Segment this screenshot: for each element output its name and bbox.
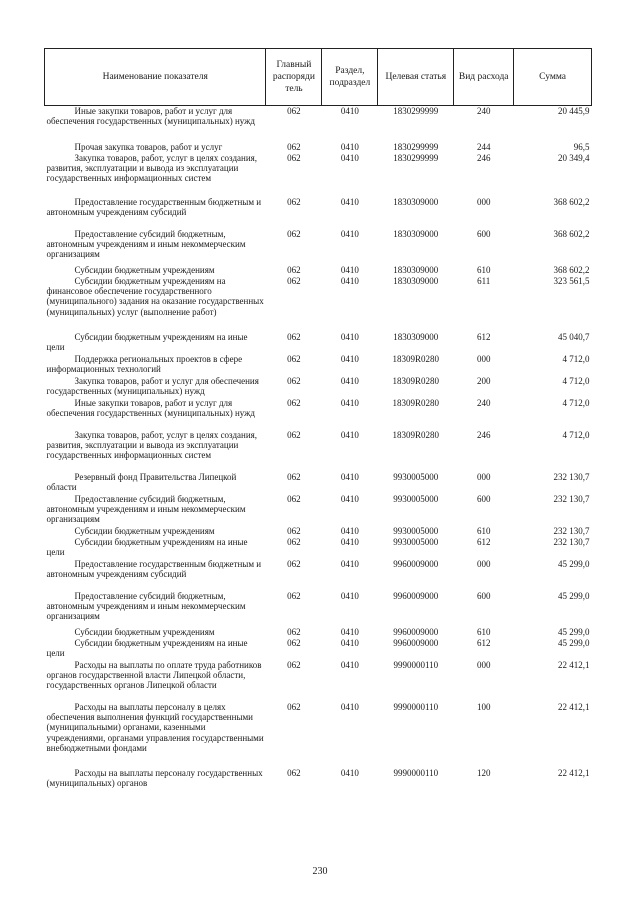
cell-razd: 0410 xyxy=(340,275,359,286)
cell-name: Субсидии бюджетным учреждениям на иные цели xyxy=(46,331,248,352)
table-row xyxy=(45,229,592,265)
cell-sum: 22 412,1 xyxy=(558,659,590,670)
cell-cel: 18309R0280 xyxy=(392,429,440,440)
cell-vid: 240 xyxy=(476,106,491,116)
table-row xyxy=(45,265,592,276)
cell-razd: 0410 xyxy=(340,141,359,152)
table-row xyxy=(45,430,592,472)
cell-name: Субсидии бюджетным учреждениям xyxy=(74,264,215,275)
cell-sum: 232 130,7 xyxy=(553,471,590,482)
cell-vid: 612 xyxy=(476,536,491,547)
cell-razd: 0410 xyxy=(340,626,359,637)
cell-vid: 000 xyxy=(476,659,491,670)
cell-gl: 062 xyxy=(287,493,301,504)
cell-razd: 0410 xyxy=(340,767,359,778)
cell-cel: 1830299999 xyxy=(393,106,439,116)
cell-razd: 0410 xyxy=(340,228,359,239)
cell-razd: 0410 xyxy=(340,536,359,547)
cell-razd: 0410 xyxy=(340,264,359,275)
cell-sum: 45 040,7 xyxy=(558,331,590,342)
cell-name: Субсидии бюджетным учреждениям на иные цели xyxy=(46,536,248,557)
cell-cel: 9930005000 xyxy=(393,471,439,482)
cell-sum: 232 130,7 xyxy=(553,493,590,504)
cell-vid: 612 xyxy=(476,331,491,342)
cell-vid: 600 xyxy=(476,228,491,239)
cell-name: Поддержка региональных проектов в сфере информационных технологий xyxy=(46,353,243,374)
cell-razd: 0410 xyxy=(340,659,359,670)
cell-sum: 368 602,2 xyxy=(553,264,590,275)
cell-sum: 368 602,2 xyxy=(553,228,590,239)
cell-cel: 18309R0280 xyxy=(392,353,440,364)
cell-name: Закупка товаров, работ, услуг в целях создания, развития, эксплуатации и вывода из эксплуатации государственных информационных систем xyxy=(46,152,258,184)
table-row xyxy=(45,526,592,537)
cell-gl: 062 xyxy=(287,275,301,286)
cell-sum: 45 299,0 xyxy=(558,590,590,601)
cell-name: Субсидии бюджетным учреждениям xyxy=(74,525,215,536)
table-row xyxy=(45,537,592,559)
cell-name: Субсидии бюджетным учреждениям на иные цели xyxy=(46,637,248,658)
cell-cel: 1830299999 xyxy=(393,141,439,152)
cell-cel: 1830309000 xyxy=(393,228,439,239)
table-header xyxy=(45,49,592,106)
cell-gl: 062 xyxy=(287,637,301,648)
cell-gl: 062 xyxy=(287,525,301,536)
cell-sum: 4 712,0 xyxy=(562,429,590,440)
cell-vid: 246 xyxy=(476,152,491,163)
cell-gl: 062 xyxy=(287,375,301,386)
cell-name: Предоставление субсидий бюджетным, автономным учреждениям и иным некоммерческим организациям xyxy=(46,590,246,622)
cell-razd: 0410 xyxy=(340,152,359,163)
cell-vid: 600 xyxy=(476,493,491,504)
cell-sum: 22 412,1 xyxy=(558,701,590,712)
table-row xyxy=(45,638,592,660)
cell-gl: 062 xyxy=(287,701,301,712)
cell-sum: 45 299,0 xyxy=(558,637,590,648)
cell-razd: 0410 xyxy=(340,701,359,712)
cell-razd: 0410 xyxy=(340,196,359,207)
cell-razd: 0410 xyxy=(340,375,359,386)
cell-vid: 600 xyxy=(476,590,491,601)
cell-gl: 062 xyxy=(287,264,301,275)
cell-name: Субсидии бюджетным учреждениям на финансовое обеспечение государственного (муниципального) задания на оказание государственных (муниципальных) услуг (выполнение работ) xyxy=(46,275,264,317)
cell-razd: 0410 xyxy=(340,493,359,504)
cell-name: Предоставление государственным бюджетным и автономным учреждениям субсидий xyxy=(46,558,262,579)
table-row xyxy=(45,398,592,430)
cell-sum: 4 712,0 xyxy=(562,375,590,386)
cell-vid: 000 xyxy=(476,471,491,482)
cell-vid: 000 xyxy=(476,558,491,569)
table-row xyxy=(45,768,592,790)
cell-gl: 062 xyxy=(287,141,301,152)
budget-table xyxy=(44,48,592,790)
cell-vid: 120 xyxy=(476,767,491,778)
cell-cel: 9960009000 xyxy=(393,626,439,637)
cell-razd: 0410 xyxy=(340,331,359,342)
cell-vid: 610 xyxy=(476,626,491,637)
cell-vid: 100 xyxy=(476,701,491,712)
cell-cel: 1830309000 xyxy=(393,331,439,342)
cell-razd: 0410 xyxy=(340,637,359,648)
cell-gl: 062 xyxy=(287,228,301,239)
table-row xyxy=(45,494,592,526)
cell-razd: 0410 xyxy=(340,590,359,601)
cell-vid: 000 xyxy=(476,196,491,207)
cell-cel: 1830309000 xyxy=(393,196,439,207)
cell-cel: 9990000110 xyxy=(393,701,439,712)
table-row xyxy=(45,472,592,494)
table-row xyxy=(45,142,592,153)
cell-razd: 0410 xyxy=(340,397,359,408)
header-celevaya: Целевая статья xyxy=(378,49,454,106)
header-razdel: Раздел, подраздел xyxy=(322,49,378,106)
cell-cel: 9960009000 xyxy=(393,637,439,648)
page-number: 230 xyxy=(312,866,328,877)
table-row xyxy=(45,153,592,197)
cell-gl: 062 xyxy=(287,397,301,408)
cell-name: Предоставление субсидий бюджетным, автономным учреждениям и иным некоммерческим организациям xyxy=(46,228,246,260)
cell-name: Предоставление государственным бюджетным и автономным учреждениям субсидий xyxy=(46,196,262,217)
cell-name: Иные закупки товаров, работ и услуг для обеспечения государственных (муниципальных) нужд xyxy=(46,397,255,418)
table-row xyxy=(45,660,592,702)
cell-vid: 240 xyxy=(476,397,491,408)
cell-name: Закупка товаров, работ и услуг для обеспечения государственных (муниципальных) нужд xyxy=(46,375,259,396)
cell-cel: 9990000110 xyxy=(393,659,439,670)
cell-name: Расходы на выплаты персоналу государственных (муниципальных) органов xyxy=(46,767,263,788)
cell-cel: 9960009000 xyxy=(393,558,439,569)
table-body xyxy=(45,106,592,790)
cell-sum: 20 445,9 xyxy=(558,106,590,116)
cell-sum: 4 712,0 xyxy=(562,353,590,364)
cell-cel: 9930005000 xyxy=(393,493,439,504)
cell-cel: 1830309000 xyxy=(393,264,439,275)
table-row xyxy=(45,702,592,768)
cell-sum: 323 561,5 xyxy=(553,275,590,286)
cell-sum: 4 712,0 xyxy=(562,397,590,408)
table-row xyxy=(45,376,592,398)
cell-gl: 062 xyxy=(287,196,301,207)
cell-razd: 0410 xyxy=(340,429,359,440)
table-row xyxy=(45,197,592,229)
cell-cel: 1830299999 xyxy=(393,152,439,163)
cell-sum: 232 130,7 xyxy=(553,536,590,547)
cell-name: Иные закупки товаров, работ и услуг для обеспечения государственных (муниципальных) нужд xyxy=(46,106,255,127)
table-row xyxy=(45,559,592,591)
cell-name: Резервный фонд Правительства Липецкой области xyxy=(46,471,237,492)
cell-gl: 062 xyxy=(287,558,301,569)
cell-sum: 96,5 xyxy=(573,141,590,152)
header-name: Наименование показателя xyxy=(45,49,266,106)
cell-razd: 0410 xyxy=(340,525,359,536)
table-row xyxy=(45,627,592,638)
table-row xyxy=(45,591,592,627)
cell-cel: 18309R0280 xyxy=(392,375,440,386)
cell-gl: 062 xyxy=(287,353,301,364)
cell-vid: 611 xyxy=(477,275,491,286)
cell-razd: 0410 xyxy=(340,353,359,364)
cell-gl: 062 xyxy=(287,659,301,670)
cell-gl: 062 xyxy=(287,331,301,342)
cell-cel: 1830309000 xyxy=(393,275,439,286)
cell-vid: 610 xyxy=(476,264,491,275)
cell-name: Предоставление субсидий бюджетным, автономным учреждениям и иным некоммерческим организациям xyxy=(46,493,246,525)
cell-gl: 062 xyxy=(287,106,301,116)
cell-gl: 062 xyxy=(287,767,301,778)
cell-cel: 9930005000 xyxy=(393,525,439,536)
cell-gl: 062 xyxy=(287,152,301,163)
cell-sum: 22 412,1 xyxy=(558,767,590,778)
table-row xyxy=(45,106,592,142)
cell-cel: 9930005000 xyxy=(393,536,439,547)
cell-vid: 610 xyxy=(476,525,491,536)
cell-vid: 246 xyxy=(476,429,491,440)
cell-name: Прочая закупка товаров, работ и услуг xyxy=(74,141,223,152)
table-row xyxy=(45,354,592,376)
cell-vid: 200 xyxy=(476,375,491,386)
header-vid: Вид расхода xyxy=(454,49,514,106)
cell-gl: 062 xyxy=(287,590,301,601)
cell-name: Субсидии бюджетным учреждениям xyxy=(74,626,215,637)
cell-cel: 9990000110 xyxy=(393,767,439,778)
header-glavny: Главный распоряди тель xyxy=(266,49,322,106)
table-row xyxy=(45,276,592,332)
cell-name: Расходы на выплаты персоналу в целях обеспечения выполнения функций государственными (муниципальными) органами, казенными учреждениями, органами управления государственными внебюджетными фондами xyxy=(46,701,264,754)
cell-vid: 612 xyxy=(476,637,491,648)
cell-sum: 232 130,7 xyxy=(553,525,590,536)
cell-cel: 9960009000 xyxy=(393,590,439,601)
cell-razd: 0410 xyxy=(340,106,359,116)
cell-razd: 0410 xyxy=(340,471,359,482)
cell-vid: 000 xyxy=(476,353,491,364)
cell-sum: 368 602,2 xyxy=(553,196,590,207)
cell-name: Расходы на выплаты по оплате труда работников органов государственной власти Липецкой области, государственных органов Липецкой области xyxy=(46,659,262,691)
cell-gl: 062 xyxy=(287,536,301,547)
cell-sum: 20 349,4 xyxy=(558,152,590,163)
cell-sum: 45 299,0 xyxy=(558,558,590,569)
cell-vid: 244 xyxy=(476,141,491,152)
table-row xyxy=(45,332,592,354)
cell-sum: 45 299,0 xyxy=(558,626,590,637)
cell-gl: 062 xyxy=(287,429,301,440)
cell-cel: 18309R0280 xyxy=(392,397,440,408)
cell-gl: 062 xyxy=(287,471,301,482)
cell-gl: 062 xyxy=(287,626,301,637)
header-summa: Сумма xyxy=(514,49,592,106)
cell-razd: 0410 xyxy=(340,558,359,569)
cell-name: Закупка товаров, работ, услуг в целях создания, развития, эксплуатации и вывода из эксплуатации государственных информационных систем xyxy=(46,429,258,461)
